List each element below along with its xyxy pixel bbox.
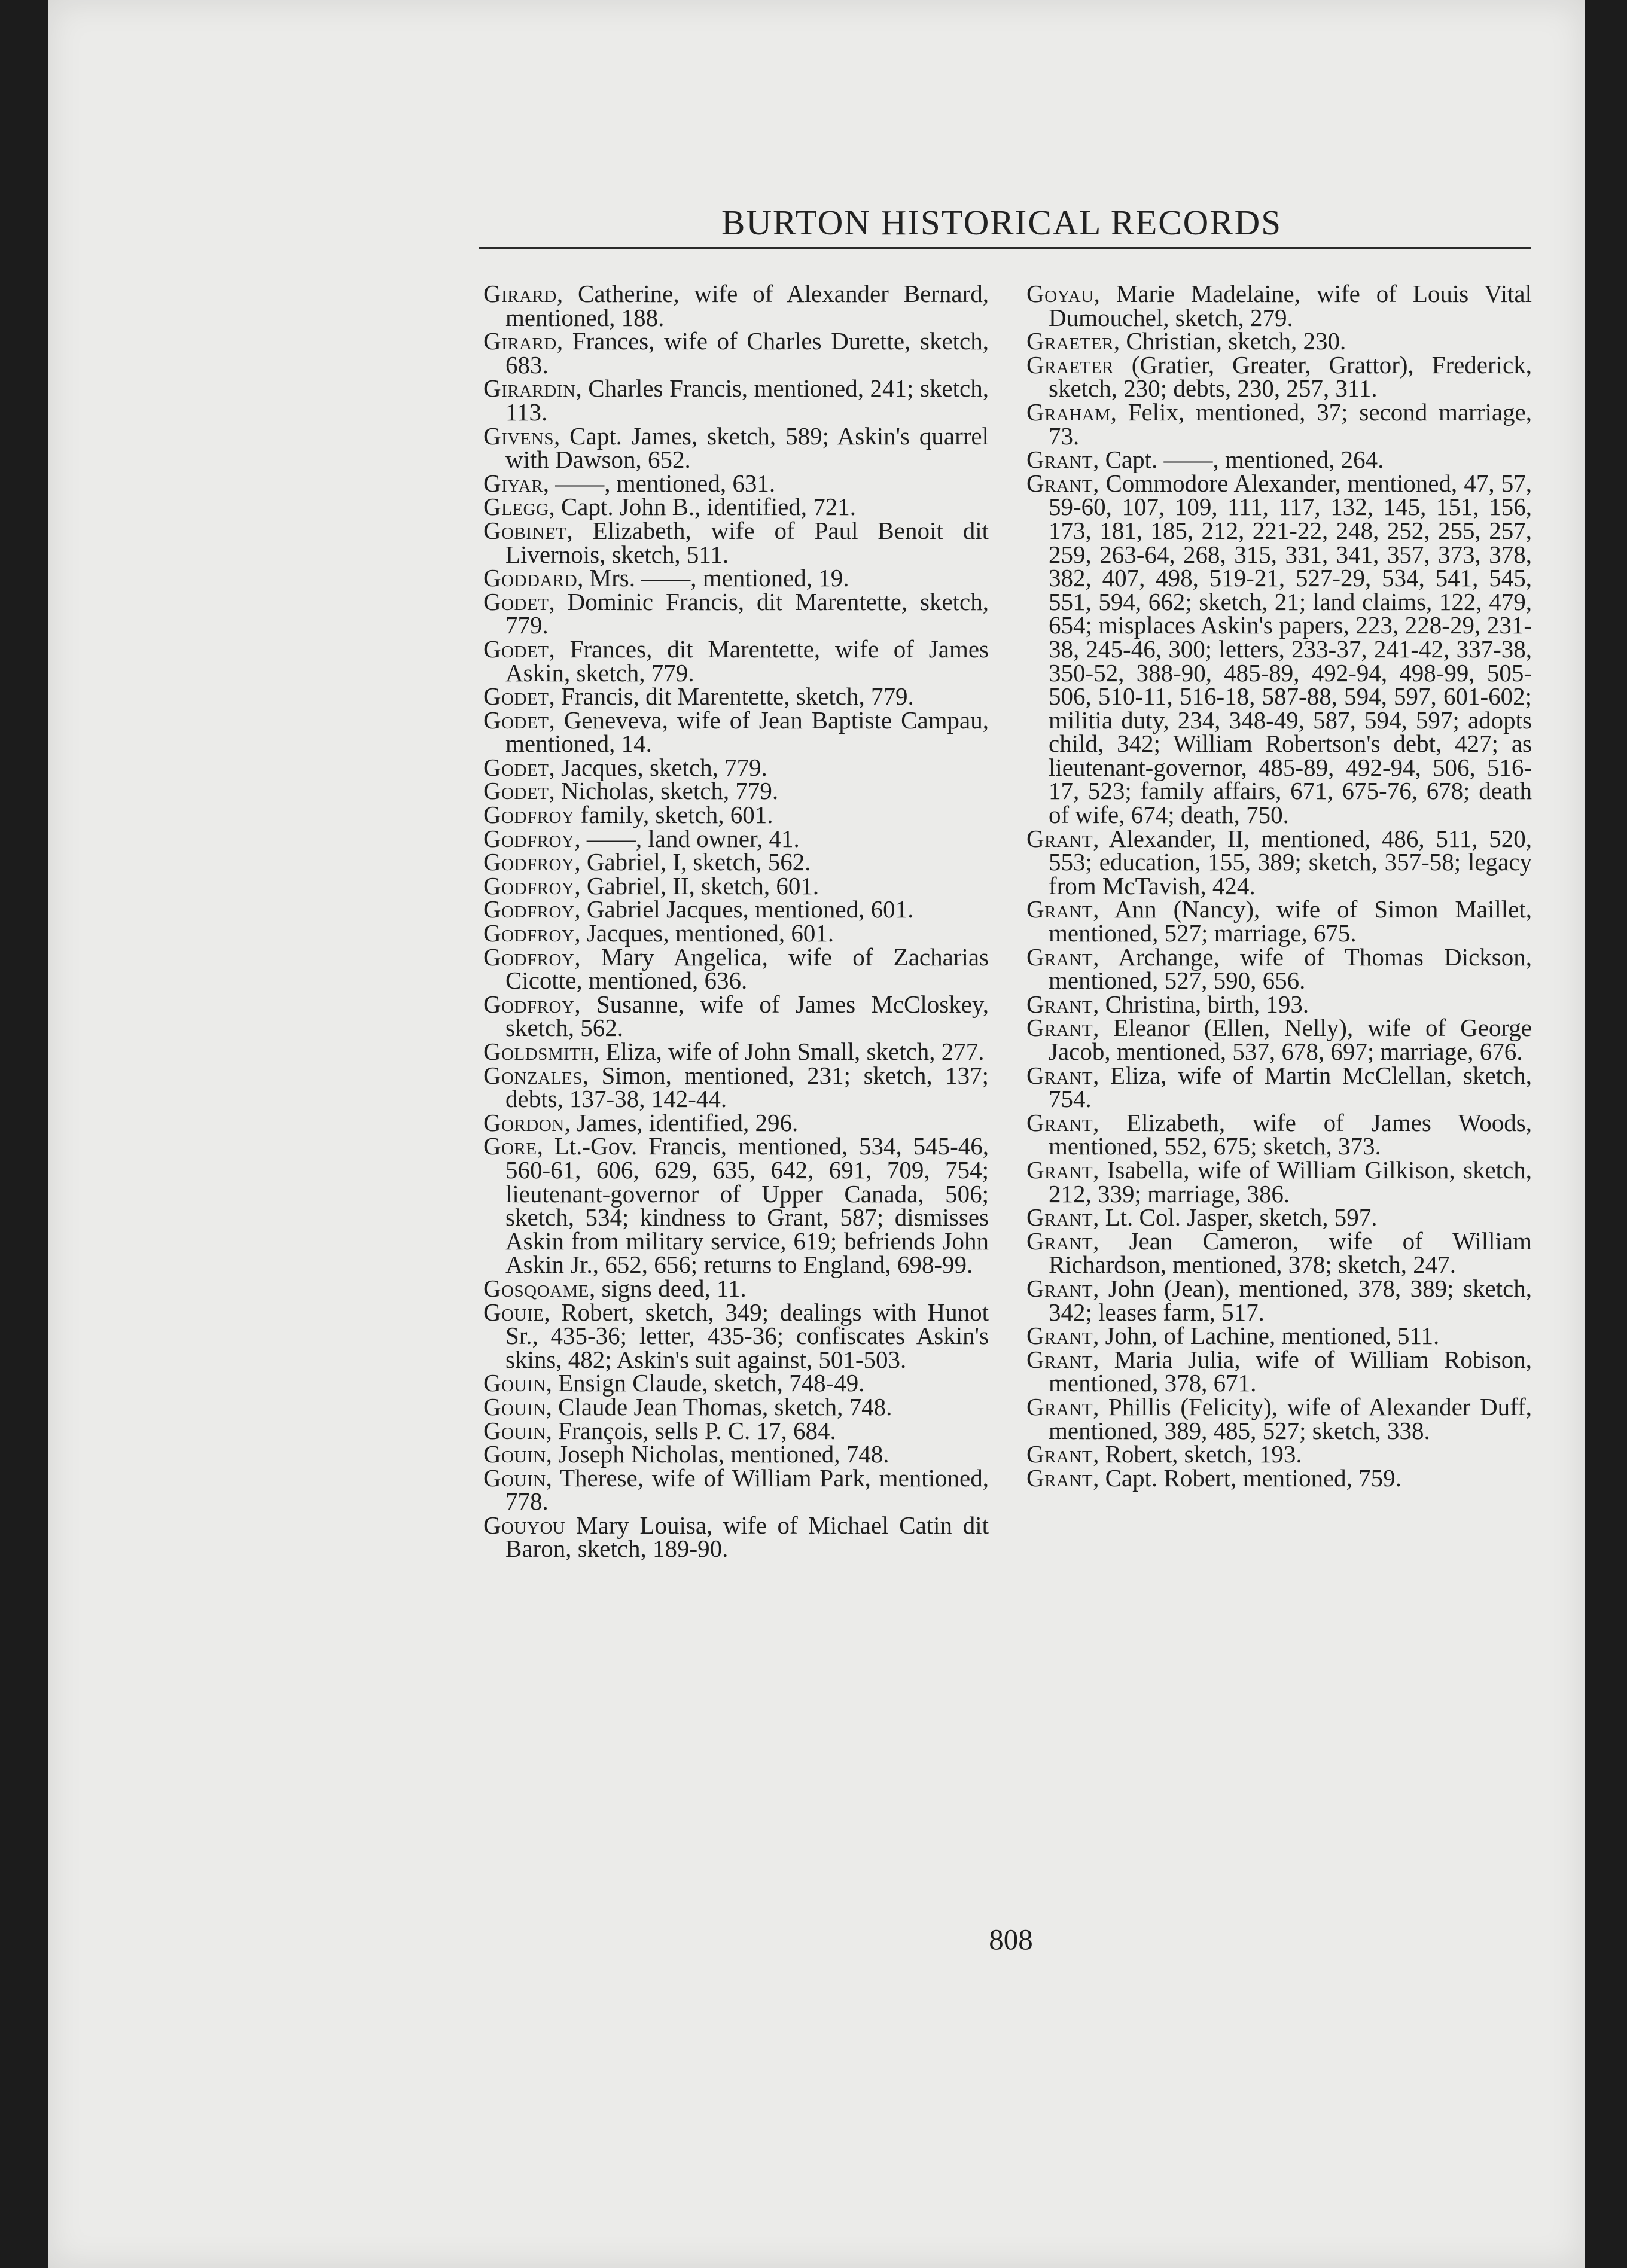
entry-text: , James, identified, 296. xyxy=(564,1108,799,1136)
entry-text: , Christian, sketch, 230. xyxy=(1113,327,1346,355)
index-entry xyxy=(1026,1324,1532,1348)
entry-surname: Grant xyxy=(1026,1203,1093,1231)
entry-surname: Goldsmith xyxy=(483,1038,593,1065)
entry-text: , Therese, wife of William Park, mentioned, 778. xyxy=(505,1464,989,1516)
index-entry xyxy=(1026,1203,1532,1231)
entry-surname: Grant xyxy=(1026,1227,1093,1255)
entry-text: , ——, mentioned, 631. xyxy=(543,469,776,497)
entry-surname: Godet xyxy=(483,682,549,711)
entry-text: , Gabriel, I, sketch, 562. xyxy=(574,848,811,876)
entry-surname: Godet xyxy=(483,587,549,615)
entry-text: (Gratier, Greater, Grattor), Frederick, sketch, 230; debts, 230, 257, 311. xyxy=(1049,350,1532,403)
entry-surname: Godfroy xyxy=(483,871,575,900)
entry-text: , Joseph Nicholas, mentioned, 748. xyxy=(546,1440,889,1468)
index-entry xyxy=(483,495,989,519)
entry-surname: Grant xyxy=(1026,469,1093,497)
entry-surname: Girardin xyxy=(483,374,576,403)
entry-surname: Grant xyxy=(1026,1014,1093,1042)
entry-surname: Gouin xyxy=(483,1392,546,1420)
entry-text: , signs deed, 11. xyxy=(589,1274,747,1302)
entry-text: , Eliza, wife of John Small, sketch, 277. xyxy=(593,1038,985,1065)
entry-text: , Christina, birth, 193. xyxy=(1093,990,1309,1018)
index-entry xyxy=(483,1061,989,1113)
page-number: 808 xyxy=(989,1923,1033,1956)
index-entry xyxy=(1026,327,1532,355)
index-entry xyxy=(483,1274,989,1302)
index-entry xyxy=(483,587,989,639)
entry-surname: Gonzales xyxy=(483,1061,583,1089)
entry-text: , Gabriel Jacques, mentioned, 601. xyxy=(574,895,914,923)
entry-text: , Capt. Robert, mentioned, 759. xyxy=(1093,1464,1401,1492)
entry-text: , Claude Jean Thomas, sketch, 748. xyxy=(546,1392,892,1420)
entry-surname: Godet xyxy=(483,753,549,781)
index-entry xyxy=(1026,1464,1532,1492)
entry-surname: Givens xyxy=(483,422,554,450)
index-entry xyxy=(1026,1440,1532,1468)
index-entry xyxy=(483,1132,989,1279)
index-entry xyxy=(483,469,989,497)
entry-text: , Ann (Nancy), wife of Simon Maillet, mentioned, 527; marriage, 675. xyxy=(1049,895,1532,947)
entry-surname: Gosqoame xyxy=(483,1274,590,1302)
index-entry xyxy=(483,327,989,379)
index-entry xyxy=(483,374,989,426)
entry-surname: Gouin xyxy=(483,1464,546,1492)
entry-text: , John (Jean), mentioned, 378, 389; sketch, 342; leases farm, 517. xyxy=(1049,1274,1532,1326)
index-entry xyxy=(1026,1227,1532,1279)
entry-surname: Graham xyxy=(1026,398,1111,426)
entry-surname: Grant xyxy=(1026,1392,1093,1420)
entry-surname: Grant xyxy=(1026,1440,1093,1468)
entry-surname: Gobinet xyxy=(483,516,567,544)
index-entry xyxy=(483,824,989,852)
entry-surname: Godfroy xyxy=(483,824,575,852)
index-entry xyxy=(483,566,989,590)
entry-text: , Isabella, wife of William Gilkison, sketch, 212, 339; marriage, 386. xyxy=(1049,1156,1532,1208)
entry-text: , Geneveva, wife of Jean Baptiste Campau, mentioned, 14. xyxy=(505,706,989,758)
index-entry xyxy=(1026,1345,1532,1397)
entry-surname: Grant xyxy=(1026,1108,1093,1136)
entry-text: , Robert, sketch, 349; dealings with Hunot Sr., 435-36; letter, 435-36; confiscates Askin's skins, 482; Askin's suit against, 501-503. xyxy=(505,1298,989,1373)
entry-surname: Girard xyxy=(483,280,557,307)
entry-text: Mary Louisa, wife of Michael Catin dit Baron, sketch, 189-90. xyxy=(505,1511,989,1563)
index-entry xyxy=(1026,398,1532,450)
index-entry xyxy=(1026,1156,1532,1208)
entry-surname: Godfroy xyxy=(483,943,575,971)
entry-text: , ——, land owner, 41. xyxy=(574,824,800,852)
index-entry xyxy=(1026,448,1532,472)
entry-surname: Grant xyxy=(1026,1274,1093,1302)
entry-surname: Grant xyxy=(1026,1322,1093,1350)
index-entry xyxy=(483,1371,989,1395)
entry-text: , Charles Francis, mentioned, 241; sketch, 113. xyxy=(505,374,989,426)
index-entry xyxy=(483,803,989,827)
index-entry xyxy=(1026,350,1532,403)
index-entry xyxy=(483,1392,989,1420)
index-entry xyxy=(483,1511,989,1563)
index-entry xyxy=(483,1040,989,1064)
index-entry xyxy=(1026,824,1532,900)
index-entry xyxy=(483,682,989,711)
index-entry xyxy=(483,990,989,1042)
entry-surname: Grant xyxy=(1026,1464,1093,1492)
entry-surname: Goyau xyxy=(1026,280,1094,307)
entry-surname: Grant xyxy=(1026,1156,1093,1184)
entry-text: , Phillis (Felicity), wife of Alexander Duff, mentioned, 389, 485, 527; sketch, 338. xyxy=(1049,1392,1532,1444)
entry-text: , Susanne, wife of James McCloskey, sketch, 562. xyxy=(505,990,989,1042)
index-entry xyxy=(483,943,989,995)
index-entry xyxy=(1026,1274,1532,1326)
entry-surname: Godfroy xyxy=(483,919,575,947)
entry-text: , Dominic Francis, dit Marentette, sketch, 779. xyxy=(505,587,989,639)
entry-surname: Gouin xyxy=(483,1369,546,1397)
entry-text: , Nicholas, sketch, 779. xyxy=(549,777,779,805)
document-page xyxy=(48,0,1585,2268)
index-entry xyxy=(483,516,989,568)
entry-surname: Godet xyxy=(483,777,549,805)
index-entry xyxy=(483,1416,989,1444)
index-entry xyxy=(483,919,989,947)
entry-surname: Giyar xyxy=(483,469,543,497)
entry-surname: Gouin xyxy=(483,1416,546,1444)
entry-surname: Godfroy xyxy=(483,848,575,876)
index-entry xyxy=(483,1464,989,1516)
index-entry xyxy=(483,1440,989,1468)
header-rule xyxy=(479,247,1531,249)
entry-surname: Godfroy xyxy=(483,895,575,923)
index-entry xyxy=(1026,943,1532,995)
entry-surname: Gouyou xyxy=(483,1511,566,1539)
entry-surname: Grant xyxy=(1026,1345,1093,1373)
entry-text: , Maria Julia, wife of William Robison, mentioned, 378, 671. xyxy=(1049,1345,1532,1397)
index-entry xyxy=(1026,895,1532,947)
index-entry xyxy=(483,635,989,687)
index-entry xyxy=(1026,1108,1532,1160)
entry-text: , Jacques, sketch, 779. xyxy=(549,753,767,781)
entry-text: , Eliza, wife of Martin McClellan, sketch, 754. xyxy=(1049,1061,1532,1113)
entry-surname: Gordon xyxy=(483,1108,565,1136)
entry-text: , Elizabeth, wife of Paul Benoit dit Livernois, sketch, 511. xyxy=(505,516,989,568)
entry-surname: Gouie xyxy=(483,1298,544,1326)
entry-surname: Girard xyxy=(483,327,557,355)
entry-text: , Mary Angelica, wife of Zacharias Cicotte, mentioned, 636. xyxy=(505,943,989,995)
index-entry xyxy=(1026,1061,1532,1113)
entry-text: , Simon, mentioned, 231; sketch, 137; debts, 137-38, 142-44. xyxy=(505,1061,989,1113)
entry-text: , Commodore Alexander, mentioned, 47, 57, 59-60, 107, 109, 111, 117, 132, 145, 151, 156, 173, 181, 185, 212, 221-22, 248, 252, 255, 257, 259, 263-64, 268, 315, 331, 341, 357, 373, 378, 382, 407, 498, 519-21, 527-29, 534, 541, 545, 551, 594, 662; sketch, 21; land claims, 122, 479, 654; misplaces Askin's papers, 223, 228-29, 231-38, 245-46, 300; letters, 233-37, 241-42, 337-38, 350-52, 388-90, 485-89, 492-94, 498-99, 505-506, 510-11, 516-18, 587-88, 594, 597, 601-602; militia duty, 234, 348-49, 587, 594, 597; adopts child, 342; William Robertson's debt, 427; as lieutenant-governor, 485-89, 492-94, 506, 516-17, 523; family affairs, 671, 675-76, 678; death of wife, 674; death, 750. xyxy=(1049,469,1532,829)
entry-surname: Grant xyxy=(1026,1061,1093,1089)
index-entry xyxy=(1026,990,1532,1018)
index-entry xyxy=(483,871,989,900)
entry-surname: Goddard xyxy=(483,564,578,592)
entry-surname: Grant xyxy=(1026,943,1093,971)
entry-surname: Godet xyxy=(483,635,549,663)
entry-text: , Lt.-Gov. Francis, mentioned, 534, 545-46, 560-61, 606, 629, 635, 642, 691, 709, 754; lieutenant-governor of Upper Canada, 506; sketch, 534; kindness to Grant, 587; dismisses Askin from military service, 619; befriends John Askin Jr., 652, 656; returns to England, 698-99. xyxy=(505,1132,989,1279)
entry-text: , Jean Cameron, wife of William Richardson, mentioned, 378; sketch, 247. xyxy=(1049,1227,1532,1279)
entry-text: , Francis, dit Marentette, sketch, 779. xyxy=(549,682,914,711)
entry-text: , François, sells P. C. 17, 684. xyxy=(546,1416,836,1444)
entry-text: , Lt. Col. Jasper, sketch, 597. xyxy=(1093,1203,1378,1231)
entry-text: , Felix, mentioned, 37; second marriage, 73. xyxy=(1049,398,1532,450)
index-entry xyxy=(1026,1016,1532,1063)
entry-text: , Gabriel, II, sketch, 601. xyxy=(574,871,819,900)
entry-surname: Glegg xyxy=(483,493,549,521)
entry-text: , Capt. ——, mentioned, 264. xyxy=(1093,446,1384,474)
index-entry xyxy=(483,895,989,923)
entry-text: , Archange, wife of Thomas Dickson, mentioned, 527, 590, 656. xyxy=(1049,943,1532,995)
entry-text: , Catherine, wife of Alexander Bernard, mentioned, 188. xyxy=(505,280,989,331)
index-column-left xyxy=(483,282,989,1561)
entry-surname: Grant xyxy=(1026,824,1093,852)
index-entry xyxy=(483,422,989,474)
entry-surname: Graeter xyxy=(1026,327,1114,355)
entry-text: , John, of Lachine, mentioned, 511. xyxy=(1093,1322,1440,1350)
entry-text: , Ensign Claude, sketch, 748-49. xyxy=(546,1369,865,1397)
entry-surname: Godfroy xyxy=(483,801,575,829)
entry-surname: Godet xyxy=(483,706,549,734)
running-header: BURTON HISTORICAL RECORDS xyxy=(721,203,1282,242)
entry-text: , Elizabeth, wife of James Woods, mentioned, 552, 675; sketch, 373. xyxy=(1049,1108,1532,1160)
index-entry xyxy=(483,282,989,330)
entry-text: , Capt. John B., identified, 721. xyxy=(549,493,857,521)
entry-surname: Grant xyxy=(1026,446,1093,474)
entry-text: , Mrs. ——, mentioned, 19. xyxy=(577,564,849,592)
index-entry xyxy=(483,753,989,781)
entry-surname: Graeter xyxy=(1026,350,1114,379)
entry-text: family, sketch, 601. xyxy=(574,801,773,829)
index-entry xyxy=(483,779,989,803)
entry-text: , Marie Madelaine, wife of Louis Vital Dumouchel, sketch, 279. xyxy=(1049,280,1532,331)
entry-surname: Godfroy xyxy=(483,990,575,1018)
entry-surname: Gouin xyxy=(483,1440,546,1468)
entry-text: , Frances, dit Marentette, wife of James Askin, sketch, 779. xyxy=(505,635,989,687)
entry-surname: Gore xyxy=(483,1132,537,1160)
index-column-right xyxy=(1026,282,1532,1490)
index-entry xyxy=(1026,282,1532,330)
entry-text: , Capt. James, sketch, 589; Askin's quarrel with Dawson, 652. xyxy=(505,422,989,474)
index-entry xyxy=(483,1298,989,1373)
entry-text: , Robert, sketch, 193. xyxy=(1093,1440,1302,1468)
entry-text: , Frances, wife of Charles Durette, sketch, 683. xyxy=(505,327,989,379)
entry-text: , Eleanor (Ellen, Nelly), wife of George Jacob, mentioned, 537, 678, 697; marriage, 676. xyxy=(1049,1014,1532,1065)
entry-text: , Alexander, II, mentioned, 486, 511, 520, 553; education, 155, 389; sketch, 357-58; legacy from McTavish, 424. xyxy=(1049,824,1532,900)
index-entry xyxy=(1026,469,1532,829)
entry-text: , Jacques, mentioned, 601. xyxy=(574,919,834,947)
index-entry xyxy=(483,706,989,758)
index-entry xyxy=(483,1108,989,1136)
entry-surname: Grant xyxy=(1026,990,1093,1018)
index-entry xyxy=(1026,1392,1532,1444)
index-entry xyxy=(483,850,989,874)
entry-surname: Grant xyxy=(1026,895,1093,923)
